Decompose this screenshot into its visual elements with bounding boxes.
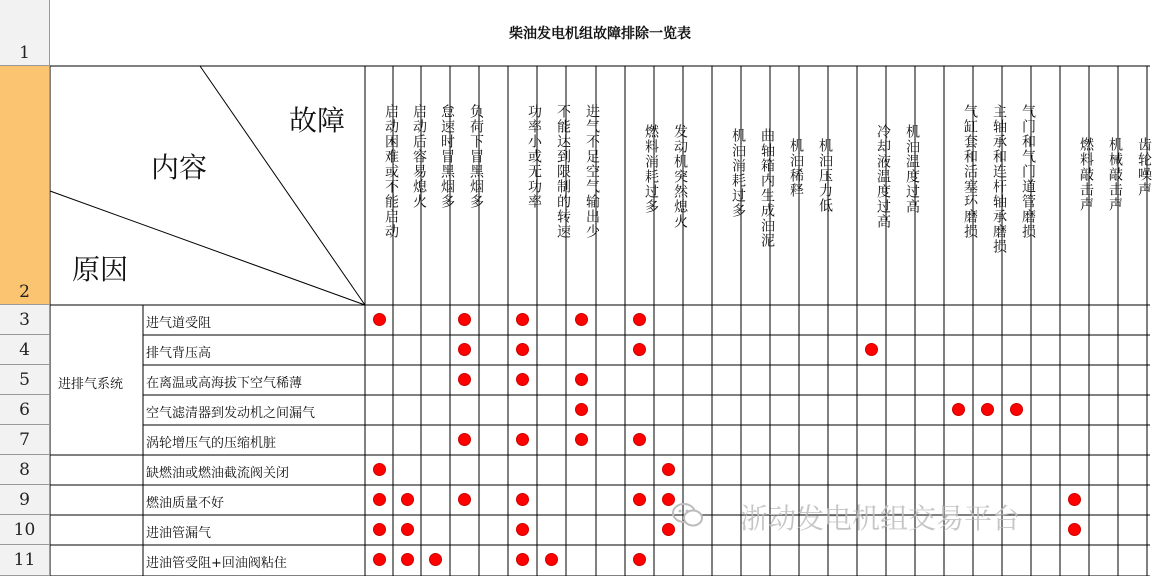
row-number-6[interactable]: 6 <box>0 395 50 425</box>
column-header-18: 冷却液温度过高 <box>875 124 891 229</box>
cause-label: 排气背压高 <box>146 346 212 361</box>
column-header-16: 机油压力低 <box>817 138 833 213</box>
row-number-8[interactable]: 8 <box>0 455 50 485</box>
fault-mark <box>633 343 646 356</box>
fault-mark <box>373 523 386 536</box>
row-number-2[interactable]: 2 <box>0 66 50 305</box>
fault-mark <box>401 523 414 536</box>
fault-mark <box>516 433 529 446</box>
cause-label: 空气滤清器到发动机之间漏气 <box>146 406 316 421</box>
column-header-1: 启动困难或不能启动 <box>383 104 399 239</box>
fault-mark <box>516 523 529 536</box>
fault-mark <box>633 313 646 326</box>
row-number-9[interactable]: 9 <box>0 485 50 515</box>
watermark-text: 浙动发电机组交易平台 <box>740 502 1021 535</box>
fault-mark <box>373 313 386 326</box>
column-header-27: 齿轮噪声 <box>1136 137 1152 197</box>
row-number-5[interactable]: 5 <box>0 365 50 395</box>
fault-mark <box>458 493 471 506</box>
row-number-3[interactable]: 3 <box>0 305 50 335</box>
cause-label: 缺燃油或燃油截流阀关闭 <box>146 466 290 481</box>
column-header-22: 主轴承和连杆轴承磨损 <box>991 104 1007 254</box>
cause-label: 在离温或高海拔下空气稀薄 <box>146 376 303 391</box>
fault-mark <box>952 403 965 416</box>
fault-mark <box>373 493 386 506</box>
fault-mark <box>516 493 529 506</box>
fault-mark <box>458 343 471 356</box>
fault-mark <box>1068 523 1081 536</box>
column-header-13: 机油消耗过多 <box>730 128 746 218</box>
fault-mark <box>575 403 588 416</box>
column-header-7: 不能达到限制的转速 <box>555 104 571 239</box>
column-header-15: 机油稀释 <box>788 138 804 198</box>
fault-mark <box>401 493 414 506</box>
fault-mark <box>373 553 386 566</box>
row-number-7[interactable]: 7 <box>0 425 50 455</box>
fault-mark <box>575 313 588 326</box>
row-number-11[interactable]: 11 <box>0 545 50 576</box>
fault-mark <box>373 463 386 476</box>
fault-mark <box>865 343 878 356</box>
corner-fault-label: 故障 <box>289 104 346 137</box>
fault-mark <box>545 553 558 566</box>
fault-mark <box>1010 403 1023 416</box>
row-number-10[interactable]: 10 <box>0 515 50 545</box>
column-header-8: 进气不足空气输出少 <box>584 104 600 239</box>
fault-mark <box>1068 493 1081 506</box>
column-header-14: 曲轴箱内生成油泥 <box>759 128 775 248</box>
cause-label: 涡轮增压气的压缩机脏 <box>146 436 277 451</box>
column-header-11: 发动机突然熄火 <box>672 124 688 229</box>
wechat-icon <box>670 500 706 530</box>
fault-mark <box>981 403 994 416</box>
column-header-19: 机油温度过高 <box>904 124 920 214</box>
fault-mark <box>633 553 646 566</box>
column-header-3: 怠速时冒黑烟多 <box>439 104 455 209</box>
fault-mark <box>575 373 588 386</box>
fault-mark <box>516 343 529 356</box>
fault-mark <box>662 463 675 476</box>
corner-content-label: 内容 <box>151 151 208 184</box>
corner-cause-label: 原因 <box>72 253 129 286</box>
column-header-6: 功率小或无功率 <box>526 104 542 209</box>
column-header-2: 启动后容易熄火 <box>411 104 427 209</box>
fault-mark <box>429 553 442 566</box>
group-label-intake-exhaust: 进排气系统 <box>58 377 124 392</box>
column-header-4: 负荷下冒黑烟多 <box>468 104 484 209</box>
cause-label: 燃油质量不好 <box>146 496 225 511</box>
column-header-25: 燃料敲击声 <box>1078 137 1094 212</box>
fault-mark <box>633 493 646 506</box>
fault-mark <box>516 373 529 386</box>
fault-mark <box>401 553 414 566</box>
cause-label: 进油管漏气 <box>146 526 212 541</box>
fault-mark <box>458 433 471 446</box>
cause-label: 进气道受阻 <box>146 316 212 331</box>
column-header-21: 气缸套和活塞环磨损 <box>962 104 978 239</box>
fault-mark <box>458 313 471 326</box>
fault-mark <box>458 373 471 386</box>
fault-mark <box>575 433 588 446</box>
fault-mark <box>633 433 646 446</box>
cause-label: 进油管受阻+回油阀粘住 <box>146 556 287 571</box>
column-header-23: 气门和气门道管磨损 <box>1020 104 1036 239</box>
fault-mark <box>516 313 529 326</box>
column-header-10: 燃料消耗过多 <box>643 124 659 214</box>
column-header-26: 机械敲击声 <box>1107 137 1123 212</box>
row-number-4[interactable]: 4 <box>0 335 50 365</box>
row-number-1[interactable]: 1 <box>0 0 50 66</box>
fault-mark <box>516 553 529 566</box>
table-title: 柴油发电机组故障排除一览表 <box>509 26 691 42</box>
